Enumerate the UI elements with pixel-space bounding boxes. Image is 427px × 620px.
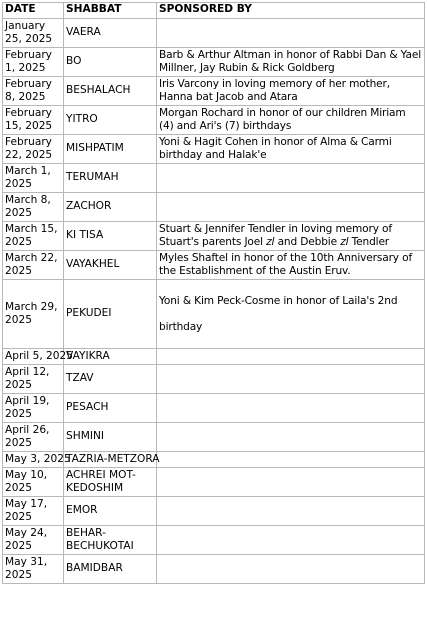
date-cell: February 1, 2025 [3,48,64,77]
parasha-cell: MISHPATIM [64,135,157,164]
table-row [3,106,425,135]
sponsor-cell [157,222,425,251]
sponsor-cell [157,365,425,394]
parasha-cell: BESHALACH [64,77,157,106]
date-cell: May 10, 2025 [3,468,64,497]
date-cell: March 1, 2025 [3,164,64,193]
date-cell: February 15, 2025 [3,106,64,135]
parasha-cell: BEHAR-BECHUKOTAI [64,526,157,555]
parasha-cell: VAERA [64,19,157,48]
parasha-cell: EMOR [64,497,157,526]
date-cell: March 8, 2025 [3,193,64,222]
sponsor-cell: Myles Shaftel in honor of the 10th Anniversary of the Establishment of the Austin Eruv. [157,251,425,280]
date-cell: April 5, 2025 [3,349,64,365]
date-cell: May 31, 2025 [3,555,64,584]
date-column-header: DATE [3,3,64,19]
sponsorship-table [2,2,425,584]
table-row [3,497,425,526]
date-cell: April 26, 2025 [3,423,64,452]
table-row [3,135,425,164]
parasha-cell: PEKUDEI [64,280,157,349]
sponsor-text: Tendler [348,236,390,248]
parasha-cell: KI TISA [64,222,157,251]
parasha-cell: SHMINI [64,423,157,452]
sponsor-cell [157,423,425,452]
table-row [3,48,425,77]
table-row [3,555,425,584]
parasha-cell: ACHREI MOT-KEDOSHIM [64,468,157,497]
table-row [3,349,425,365]
parasha-cell: VAYAKHEL [64,251,157,280]
sponsor-cell: Yoni & Hagit Cohen in honor of Alma & Carmi birthday and Halak'e [157,135,425,164]
parasha-cell: BAMIDBAR [64,555,157,584]
header-row [3,3,425,19]
table-row [3,164,425,193]
table-row [3,19,425,48]
sponsor-cell [157,497,425,526]
sponsor-cell [157,526,425,555]
table-row [3,394,425,423]
table-row [3,222,425,251]
date-cell: February 22, 2025 [3,135,64,164]
date-cell: March 29, 2025 [3,280,64,349]
date-cell: January 25, 2025 [3,19,64,48]
sponsor-cell: Yoni & Kim Peck-Cosme in honor of Laila's 2nd birthday [157,280,425,349]
sponsor-cell: Morgan Rochard in honor of our children Miriam (4) and Ari's (7) birthdays [157,106,425,135]
sponsor-cell [157,555,425,584]
date-cell: March 15, 2025 [3,222,64,251]
sponsor-text: and Debbie [274,236,341,248]
table-row [3,452,425,468]
table-row [3,193,425,222]
sponsor-cell [157,193,425,222]
table-row [3,280,425,349]
table-row [3,251,425,280]
table-row [3,423,425,452]
parasha-cell: TERUMAH [64,164,157,193]
parasha-cell: TAZRIA-METZORA [64,452,157,468]
sponsor-cell: Barb & Arthur Altman in honor of Rabbi Dan & Yael Millner, Jay Rubin & Rick Goldberg [157,48,425,77]
sponsor-text: Stuart & Jennifer Tendler in loving memory of Stuart's parents Joel [159,222,392,248]
table-row [3,365,425,394]
sponsor-cell [157,349,425,365]
shabbat-column-header: SHABBAT [64,3,157,19]
sponsor-cell [157,468,425,497]
zl-abbreviation: zl [266,236,275,248]
date-cell: May 24, 2025 [3,526,64,555]
parasha-cell: TZAV [64,365,157,394]
sponsor-cell [157,394,425,423]
parasha-cell: YITRO [64,106,157,135]
sponsor-cell [157,19,425,48]
sponsor-cell [157,452,425,468]
date-cell: April 12, 2025 [3,365,64,394]
date-cell: May 3, 2025 [3,452,64,468]
table-row [3,77,425,106]
parasha-cell: BO [64,48,157,77]
table-row [3,526,425,555]
table-row [3,468,425,497]
date-cell: May 17, 2025 [3,497,64,526]
parasha-cell: PESACH [64,394,157,423]
date-cell: April 19, 2025 [3,394,64,423]
sponsored-by-column-header: SPONSORED BY [157,3,425,19]
zl-abbreviation: zl [340,236,349,248]
date-cell: March 22, 2025 [3,251,64,280]
parasha-cell: VAYIKRA [64,349,157,365]
parasha-cell: ZACHOR [64,193,157,222]
date-cell: February 8, 2025 [3,77,64,106]
sponsor-cell [157,164,425,193]
sponsor-cell: Iris Varcony in loving memory of her mother, Hanna bat Jacob and Atara [157,77,425,106]
